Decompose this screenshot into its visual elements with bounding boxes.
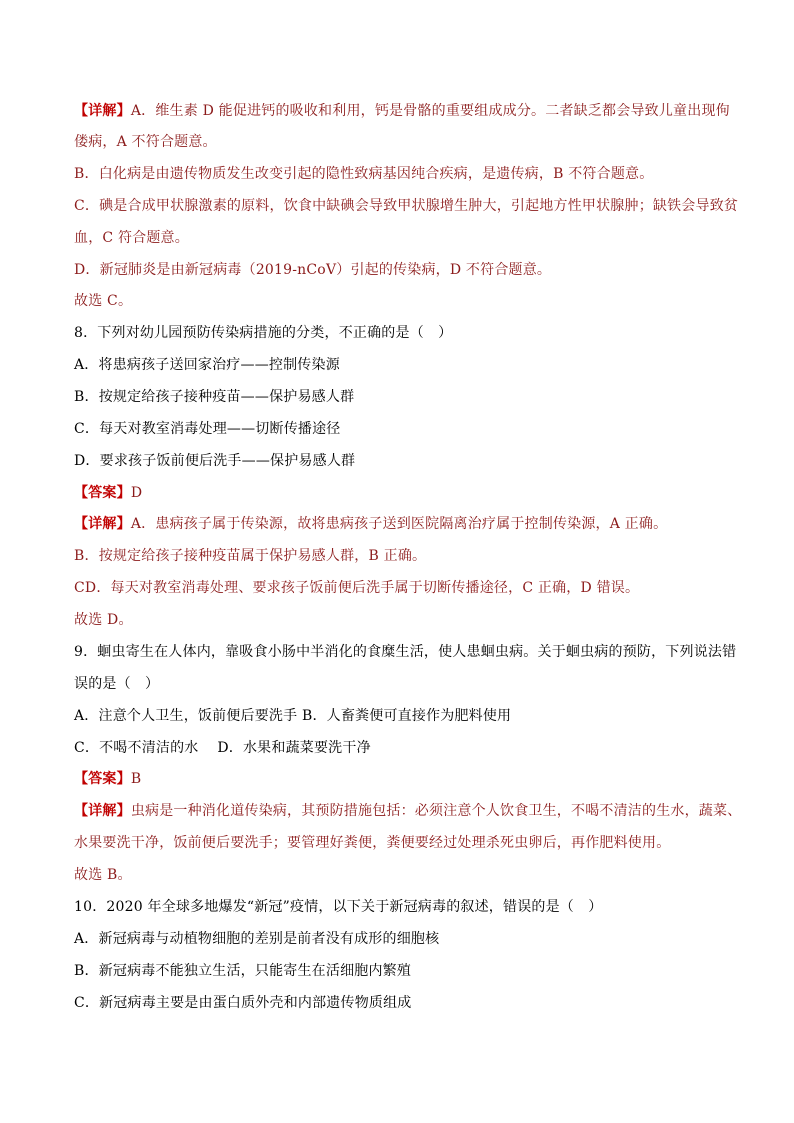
answer-value: B [130, 771, 142, 787]
q10-option-b: B．新冠病毒不能独立生活，只能寄生在活细胞内繁殖 [74, 963, 412, 979]
q7-explanation-b: B．白化病是由遗传物质发生改变引起的隐性致病基因纯合疾病，是遗传病，B 不符合题意。 [74, 166, 654, 182]
detail-tag: 【详解】 [74, 516, 131, 532]
q9-explanation-cont: 水果要洗干净，饭前便后要洗手；要管理好粪便，粪便要经过处理杀死虫卵后，再作肥料使用。 [74, 835, 671, 851]
q8-explanation-a: 【详解】A．患病孩子属于传染源，故将患病孩子送到医院隔离治疗属于控制传染源，A 正确。 [74, 516, 668, 532]
q10-option-a: A．新冠病毒与动植物细胞的差别是前者没有成形的细胞核 [74, 931, 440, 947]
q8-explanation-cd: CD．每天对教室消毒处理、要求孩子饭前便后洗手属于切断传播途径，C 正确，D 错误。 [74, 580, 640, 596]
q8-question: 8．下列对幼儿园预防传染病措施的分类，不正确的是（ ） [74, 325, 453, 341]
q9-conclusion: 故选 B。 [74, 867, 132, 883]
q9-question: 9．蛔虫寄生在人体内，靠吸食小肠中半消化的食糜生活，使人患蛔虫病。关于蛔虫病的预防，下列说法错 [74, 644, 737, 660]
q7-explanation-a-cont: 偻病，A 不符合题意。 [74, 134, 217, 150]
answer-tag: 【答案】 [74, 771, 131, 787]
q9-answer [74, 769, 738, 789]
q9-question-cont: 误的是（ ） [74, 676, 160, 692]
q9-options-cd: C．不喝不清洁的水 D．水果和蔬菜要洗干净 [74, 740, 371, 756]
answer-value: D [130, 485, 143, 501]
q10-question: 10．2020 年全球多地爆发“新冠”疫情，以下关于新冠病毒的叙述，错误的是（ ） [74, 899, 603, 915]
q7-explanation-d: D．新冠肺炎是由新冠病毒（2019-nCoV）引起的传染病，D 不符合题意。 [74, 262, 552, 278]
q7-explanation-c-cont: 血，C 符合题意。 [74, 230, 189, 246]
q7-explanation-c: C．碘是合成甲状腺激素的原料，饮食中缺碘会导致甲状腺增生肿大，引起地方性甲状腺肿；缺铁会导致贫 [74, 198, 739, 214]
q9-options-ab: A．注意个人卫生，饭前便后要洗手 B．人畜粪便可直接作为肥料使用 [74, 708, 512, 724]
q8-option-b: B．按规定给孩子接种疫苗——保护易感人群 [74, 389, 355, 405]
q10-option-c: C．新冠病毒主要是由蛋白质外壳和内部遗传物质组成 [74, 995, 412, 1011]
q8-option-a: A．将患病孩子送回家治疗——控制传染源 [74, 357, 340, 373]
q8-conclusion: 故选 D。 [74, 612, 133, 628]
answer-tag: 【答案】 [74, 485, 131, 501]
q8-option-d: D．要求孩子饭前便后洗手——保护易感人群 [74, 453, 356, 469]
q9-explanation: 【详解】虫病是一种消化道传染病，其预防措施包括：必须注意个人饮食卫生，不喝不清洁的生水，蔬菜、 [74, 803, 742, 819]
q7-explanation-a: 【详解】A．维生素 D 能促进钙的吸收和利用，钙是骨骼的重要组成成分。二者缺乏都会导致儿童出现佝 [74, 103, 730, 119]
q8-explanation-b: B．按规定给孩子接种疫苗属于保护易感人群，B 正确。 [74, 548, 427, 564]
q7-conclusion: 故选 C。 [74, 293, 133, 309]
detail-tag: 【详解】 [74, 103, 131, 119]
detail-tag: 【详解】 [74, 803, 131, 819]
q8-option-c: C．每天对教室消毒处理——切断传播途径 [74, 421, 341, 437]
q8-answer [74, 483, 738, 503]
